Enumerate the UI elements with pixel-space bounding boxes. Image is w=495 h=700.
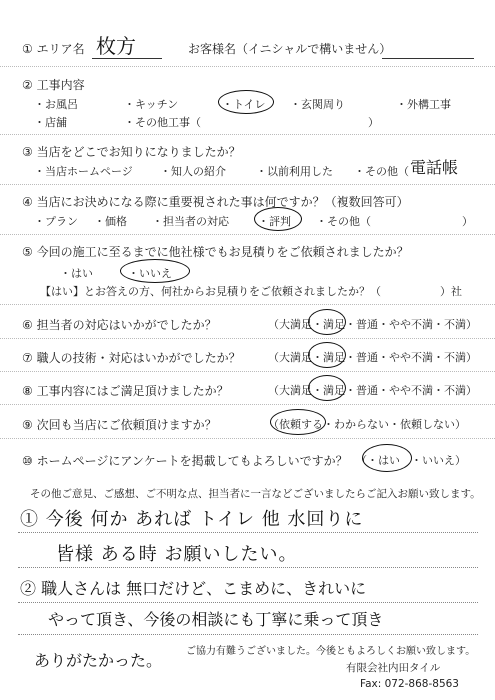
q3-opt-hp: ・当店ホームページ — [34, 165, 133, 178]
separator — [0, 66, 495, 67]
q9-answer-circle — [270, 409, 326, 435]
q2-opt-shop: ・店舗 — [34, 116, 67, 129]
comments-prompt: その他ご意見、ご感想、ご不明な点、担当者に一言などございましたらご記入お願い致します。 — [30, 488, 481, 500]
q4-opt-other: ・その他（ — [316, 215, 371, 228]
q7-scale: （大満足・満足・普通・やや不満・不満） — [268, 351, 477, 364]
q8-answer-circle — [308, 375, 346, 401]
q4-opt-reputation: ・評判 — [258, 215, 291, 228]
separator — [0, 134, 495, 135]
comment-rule — [18, 602, 478, 603]
q2-title: ② 工事内容 — [22, 78, 85, 92]
footer-thanks: ご協力有難うございました。今後ともよろしくお願い致します。 — [186, 646, 476, 657]
q3-title: ③ 当店をどこでお知りになりましたか？ — [22, 145, 241, 159]
customer-label: お客様名（イニシャルで構いません） — [188, 42, 392, 56]
q4-reputation-circle — [254, 207, 302, 231]
separator — [0, 184, 495, 185]
q3-other-value: 電話帳 — [410, 158, 459, 177]
separator — [0, 371, 495, 372]
q7-title: ⑦ 職人の技術・対応はいかがでしたか？ — [22, 351, 241, 365]
separator — [0, 338, 495, 339]
q2-opt-kitchen: ・キッチン — [124, 98, 179, 111]
q5-followup: 【はい】とお答えの方、何社からお見積りをご依頼されましたか？（ — [40, 285, 381, 298]
comment-line-4: やって頂き、今後の相談にも丁寧に乗って頂き — [48, 610, 384, 629]
q5-title: ⑤ 今回の施工に至るまでに他社様でもお見積りをご依頼されましたか？ — [22, 245, 409, 259]
footer-company: 有限会社内田タイル — [346, 662, 441, 674]
q8-scale: （大満足・満足・普通・やや不満・不満） — [268, 384, 477, 397]
footer-fax: Fax: 072-868-8563 — [360, 678, 459, 690]
q5-opt-no: ・いいえ — [128, 267, 172, 280]
q2-opt-other: ・その他工事（ — [124, 116, 201, 129]
q4-opt-other-close: ） — [462, 215, 473, 228]
separator — [0, 404, 495, 405]
q10-scale: （・はい ・いいえ） — [356, 454, 466, 467]
area-line — [92, 58, 162, 59]
q5-no-circle — [120, 259, 190, 283]
q6-title: ⑥ 担当者の対応はいかがでしたか？ — [22, 318, 217, 332]
q3-opt-intro: ・知人の紹介 — [160, 165, 226, 178]
q2-toilet-circle — [218, 90, 274, 114]
separator — [0, 438, 495, 439]
q10-title: ⑩ ホームページにアンケートを掲載してもよろしいですか？ — [22, 454, 348, 468]
q8-title: ⑧ 工事内容にはご満足頂けましたか？ — [22, 384, 229, 398]
q7-answer-circle — [308, 342, 346, 368]
q2-opt-exterior: ・外構工事 — [396, 98, 451, 111]
q1-label: ① エリア名 — [22, 42, 85, 56]
q9-title: ⑨ 次回も当店にご依頼頂けますか？ — [22, 418, 217, 432]
q10-answer-circle — [362, 444, 412, 472]
q2-opt-other-close: ） — [368, 116, 379, 129]
q2-opt-bath: ・お風呂 — [34, 98, 78, 111]
q2-opt-toilet: ・トイレ — [222, 98, 266, 111]
q5-followup-close: ）社 — [440, 285, 462, 298]
separator — [0, 304, 495, 305]
q4-opt-staff: ・担当者の対応 — [152, 215, 229, 228]
customer-line — [382, 58, 474, 59]
q6-answer-circle — [308, 309, 346, 335]
separator — [0, 234, 495, 235]
q9-scale: （依頼する・わからない・依頼しない） — [268, 418, 466, 431]
comment-rule — [18, 634, 478, 635]
comment-rule — [18, 532, 478, 533]
q4-opt-price: ・価格 — [94, 215, 127, 228]
area-value: 枚方 — [96, 34, 136, 58]
q4-opt-plan: ・プラン — [34, 215, 78, 228]
comment-rule — [18, 567, 478, 568]
q4-title: ④ 当店にお決めになる際に重要視された事は何ですか？（複数回答可） — [22, 195, 409, 209]
comment-line-3: ② 職人さんは 無口だけど、こまめに、きれいに — [20, 579, 367, 598]
q3-opt-other: ・その他（ — [354, 165, 409, 178]
comment-line-5: ありがたかった。 — [34, 651, 163, 670]
q2-opt-entrance: ・玄関周り — [290, 98, 345, 111]
q6-scale: （大満足・満足・普通・やや不満・不満） — [268, 318, 477, 331]
comment-line-1: ① 今後 何か あれば トイレ 他 水回りに — [20, 509, 364, 530]
q3-opt-before: ・以前利用した — [256, 165, 333, 178]
q5-opt-yes: ・はい — [60, 267, 93, 280]
comment-line-2: 皆様 ある時 お願いしたい。 — [56, 544, 298, 565]
